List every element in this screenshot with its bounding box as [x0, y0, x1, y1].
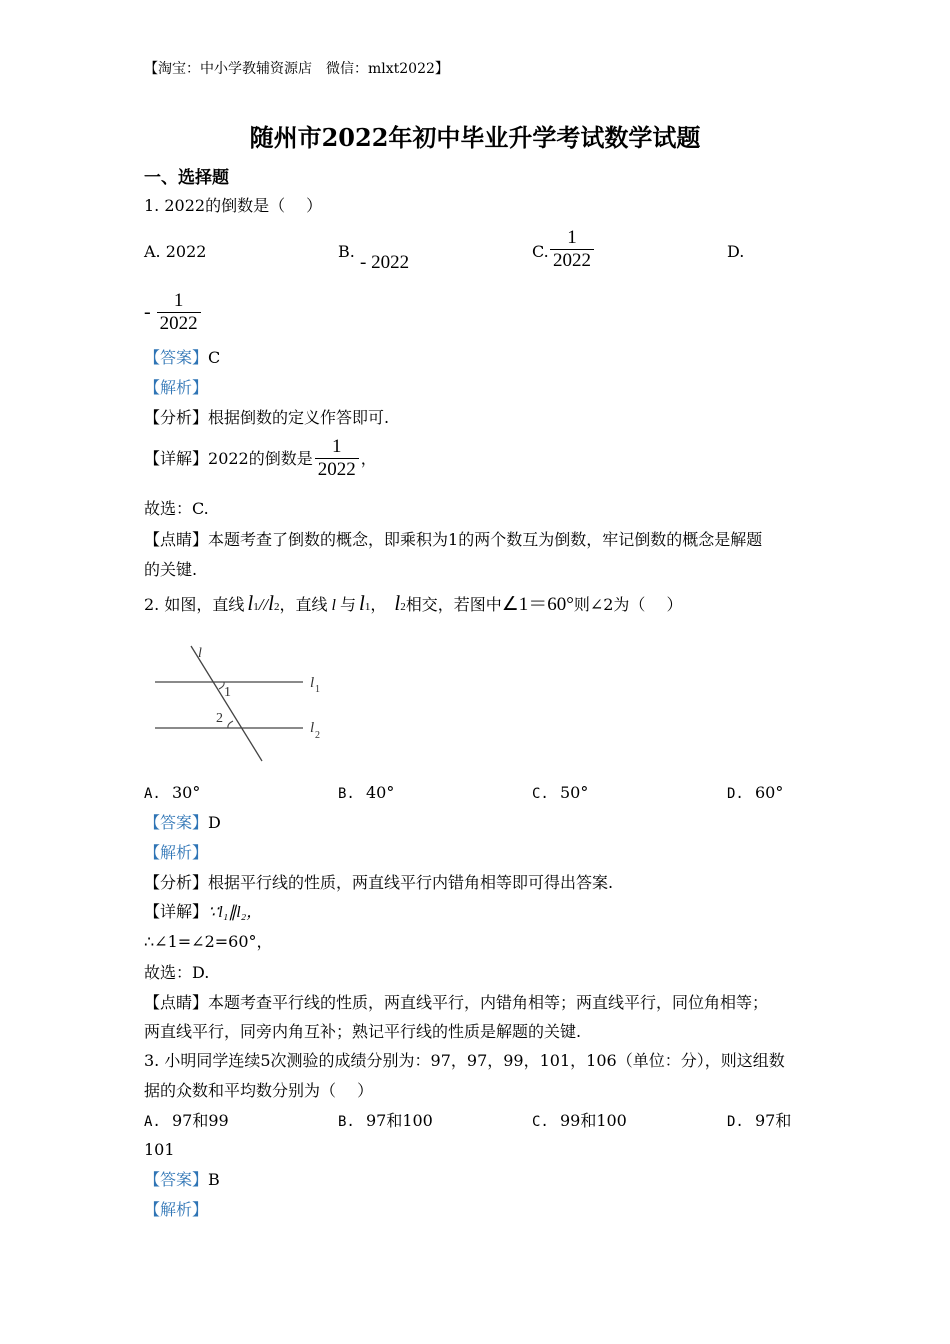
q2-dianjing-line2: 两直线平行，同旁内角互补；熟记平行线的性质是解题的关键. [144, 1022, 582, 1041]
q2-option-d-label: D. [727, 786, 744, 802]
q2-stem-l: l [331, 597, 336, 614]
section-title: 一、选择题 [144, 168, 229, 188]
q2-stem-post: 则∠2为（ ） [573, 595, 683, 614]
q2-jiexi: 【解析】 [144, 843, 209, 862]
q1-xiangjie-numerator: 1 [332, 436, 342, 457]
q3-option-c-label: C. [532, 1114, 549, 1130]
q1-option-d-denominator: 2022 [157, 312, 201, 335]
q2-option-b-label: B. [338, 786, 355, 802]
q1-fenxi-text: 根据倒数的定义作答即可. [208, 408, 390, 427]
q2-answer-value: D [208, 813, 221, 832]
page-title: 随州市2022年初中毕业升学考试数学试题 [249, 123, 701, 152]
header-note: 【淘宝：中小学教辅资源店 微信：mlxt2022】 [144, 61, 449, 77]
q2-option-b-text: 40° [365, 783, 395, 802]
q2-dianjing [144, 993, 768, 1013]
q3-option-b [338, 1111, 433, 1132]
q1-jiexi: 【解析】 [144, 378, 209, 397]
q2-stem-l2b: l [394, 591, 401, 615]
q3-option-d-label: D. [727, 1114, 744, 1130]
q1-fenxi [144, 408, 389, 428]
q1-xiangjie [144, 436, 377, 481]
q2-xiangjie [144, 902, 262, 923]
q1-option-b [338, 242, 355, 262]
q2-stem-pre: 2. 如图，直线 [144, 595, 245, 614]
fig-label-l2-sub: 2 [315, 730, 320, 741]
q3-option-a-text: 97和99 [171, 1111, 229, 1130]
q2-option-b [338, 783, 394, 804]
fig-label-l: l [198, 646, 202, 661]
q3-option-d-text: 97和 [754, 1111, 792, 1130]
q1-option-c-denominator: 2022 [550, 249, 594, 272]
angle-2-arc [228, 721, 233, 728]
fig-label-l2: l [310, 720, 315, 736]
q1-guxuan: 故选：C. [144, 499, 209, 518]
q2-stem-mid3: 相交，若图中 [405, 595, 502, 614]
q3-answer-tag: 【答案】 [144, 1170, 209, 1189]
q2-xiangjie-text: ∵l₁∥l₂， [208, 904, 263, 921]
q3-answer [144, 1170, 220, 1190]
q1-xiangjie-denominator: 2022 [315, 458, 359, 481]
q3-option-d [727, 1111, 791, 1132]
q2-fenxi-tag: 【分析】 [144, 873, 209, 892]
q1-option-c-fraction [550, 227, 594, 272]
q2-option-a-text: 30° [171, 783, 201, 802]
q1-answer [144, 348, 220, 368]
q3-stem-line1: 3. 小明同学连续5次测验的成绩分别为：97，97，99，101，106（单位：分），则这组数 [144, 1051, 785, 1070]
q1-option-c-numerator: 1 [567, 227, 577, 248]
q2-answer-tag: 【答案】 [144, 813, 209, 832]
q2-therefore: ∴∠1=∠2=60°， [144, 932, 273, 951]
q2-stem-sub1b: 1 [364, 601, 371, 613]
q1-xiangjie-text: 2022的倒数是 [208, 448, 313, 468]
fig-label-2: 2 [216, 711, 223, 726]
q3-option-b-label: B. [338, 1114, 355, 1130]
q2-stem-l1: l [247, 591, 254, 615]
q1-answer-tag: 【答案】 [144, 348, 209, 367]
q2-stem-angle: ∠1＝60° [501, 594, 574, 615]
fig-label-l1-sub: 1 [315, 684, 320, 695]
q2-fenxi-text: 根据平行线的性质，两直线平行内错角相等即可得出答案. [208, 873, 614, 892]
q2-option-d [727, 783, 783, 804]
q2-stem-l1b: l [358, 591, 365, 615]
q3-answer-value: B [208, 1170, 220, 1189]
q1-option-b-label: B. [338, 242, 355, 261]
q1-option-a-label: A. [144, 242, 166, 261]
q2-dianjing-tag: 【点睛】 [144, 993, 209, 1012]
q2-option-c-label: C. [532, 786, 549, 802]
q1-option-d-minus: - [144, 301, 151, 323]
q2-option-a-label: A. [144, 786, 161, 802]
q1-option-d-numerator: 1 [173, 290, 184, 311]
q2-dianjing-line1: 本题考查平行线的性质，两直线平行，内错角相等；两直线平行，同位角相等； [208, 993, 769, 1012]
q2-stem-sub2: 2 [274, 601, 280, 613]
q1-option-a-text: 2022 [165, 242, 207, 261]
q1-answer-value: C [208, 348, 221, 367]
q2-stem-sub2b: 2 [400, 601, 406, 613]
q3-option-d-text-2: 101 [144, 1140, 175, 1159]
q2-xiangjie-tag: 【详解】 [144, 902, 209, 921]
q2-option-d-text: 60° [754, 783, 784, 802]
q2-stem-mid1: ，直线 [279, 595, 328, 614]
q1-xiangjie-post: ， [360, 448, 377, 468]
q3-option-a [144, 1111, 229, 1132]
q1-stem: 1. 2022的倒数是（ ） [144, 196, 323, 215]
q2-option-a [144, 783, 200, 804]
q2-option-c [532, 783, 588, 804]
q2-stem-l2: l [268, 591, 274, 615]
q2-figure [145, 640, 345, 770]
q2-fenxi [144, 873, 613, 893]
q1-option-d-value [144, 290, 201, 335]
q3-option-a-label: A. [144, 1114, 161, 1130]
fig-label-1: 1 [224, 685, 231, 700]
q2-guxuan: 故选：D. [144, 963, 210, 982]
q2-stem-parallel: // [258, 595, 269, 614]
fig-label-l1: l [310, 675, 315, 691]
q2-option-c-text: 50° [559, 783, 589, 802]
q1-option-a [144, 242, 206, 262]
q1-dianjing-tag: 【点睛】 [144, 530, 209, 549]
q1-dianjing-line2: 的关键. [144, 560, 198, 579]
q1-xiangjie-tag: 【详解】 [144, 448, 209, 468]
q1-option-d-label: D. [727, 242, 745, 261]
q2-stem [144, 593, 683, 617]
q1-option-c-label: C. [532, 242, 549, 261]
q3-stem-line2: 据的众数和平均数分别为（ ） [144, 1081, 374, 1100]
q3-option-b-text: 97和100 [365, 1111, 433, 1130]
q3-jiexi: 【解析】 [144, 1200, 209, 1219]
q1-fenxi-tag: 【分析】 [144, 408, 209, 427]
q1-dianjing-line1: 本题考查了倒数的概念，即乘积为1的两个数互为倒数，牢记倒数的概念是解题 [208, 530, 763, 549]
q2-stem-mid2: 与 [339, 595, 356, 614]
line-l [191, 646, 262, 761]
q1-option-b-text: - 2022 [360, 252, 410, 273]
q3-option-c [532, 1111, 627, 1132]
q1-dianjing [144, 530, 762, 550]
q3-option-c-text: 99和100 [559, 1111, 627, 1130]
q2-answer [144, 813, 221, 833]
q2-stem-comma: ， [370, 595, 387, 614]
q2-stem-sub1: 1 [253, 601, 259, 613]
